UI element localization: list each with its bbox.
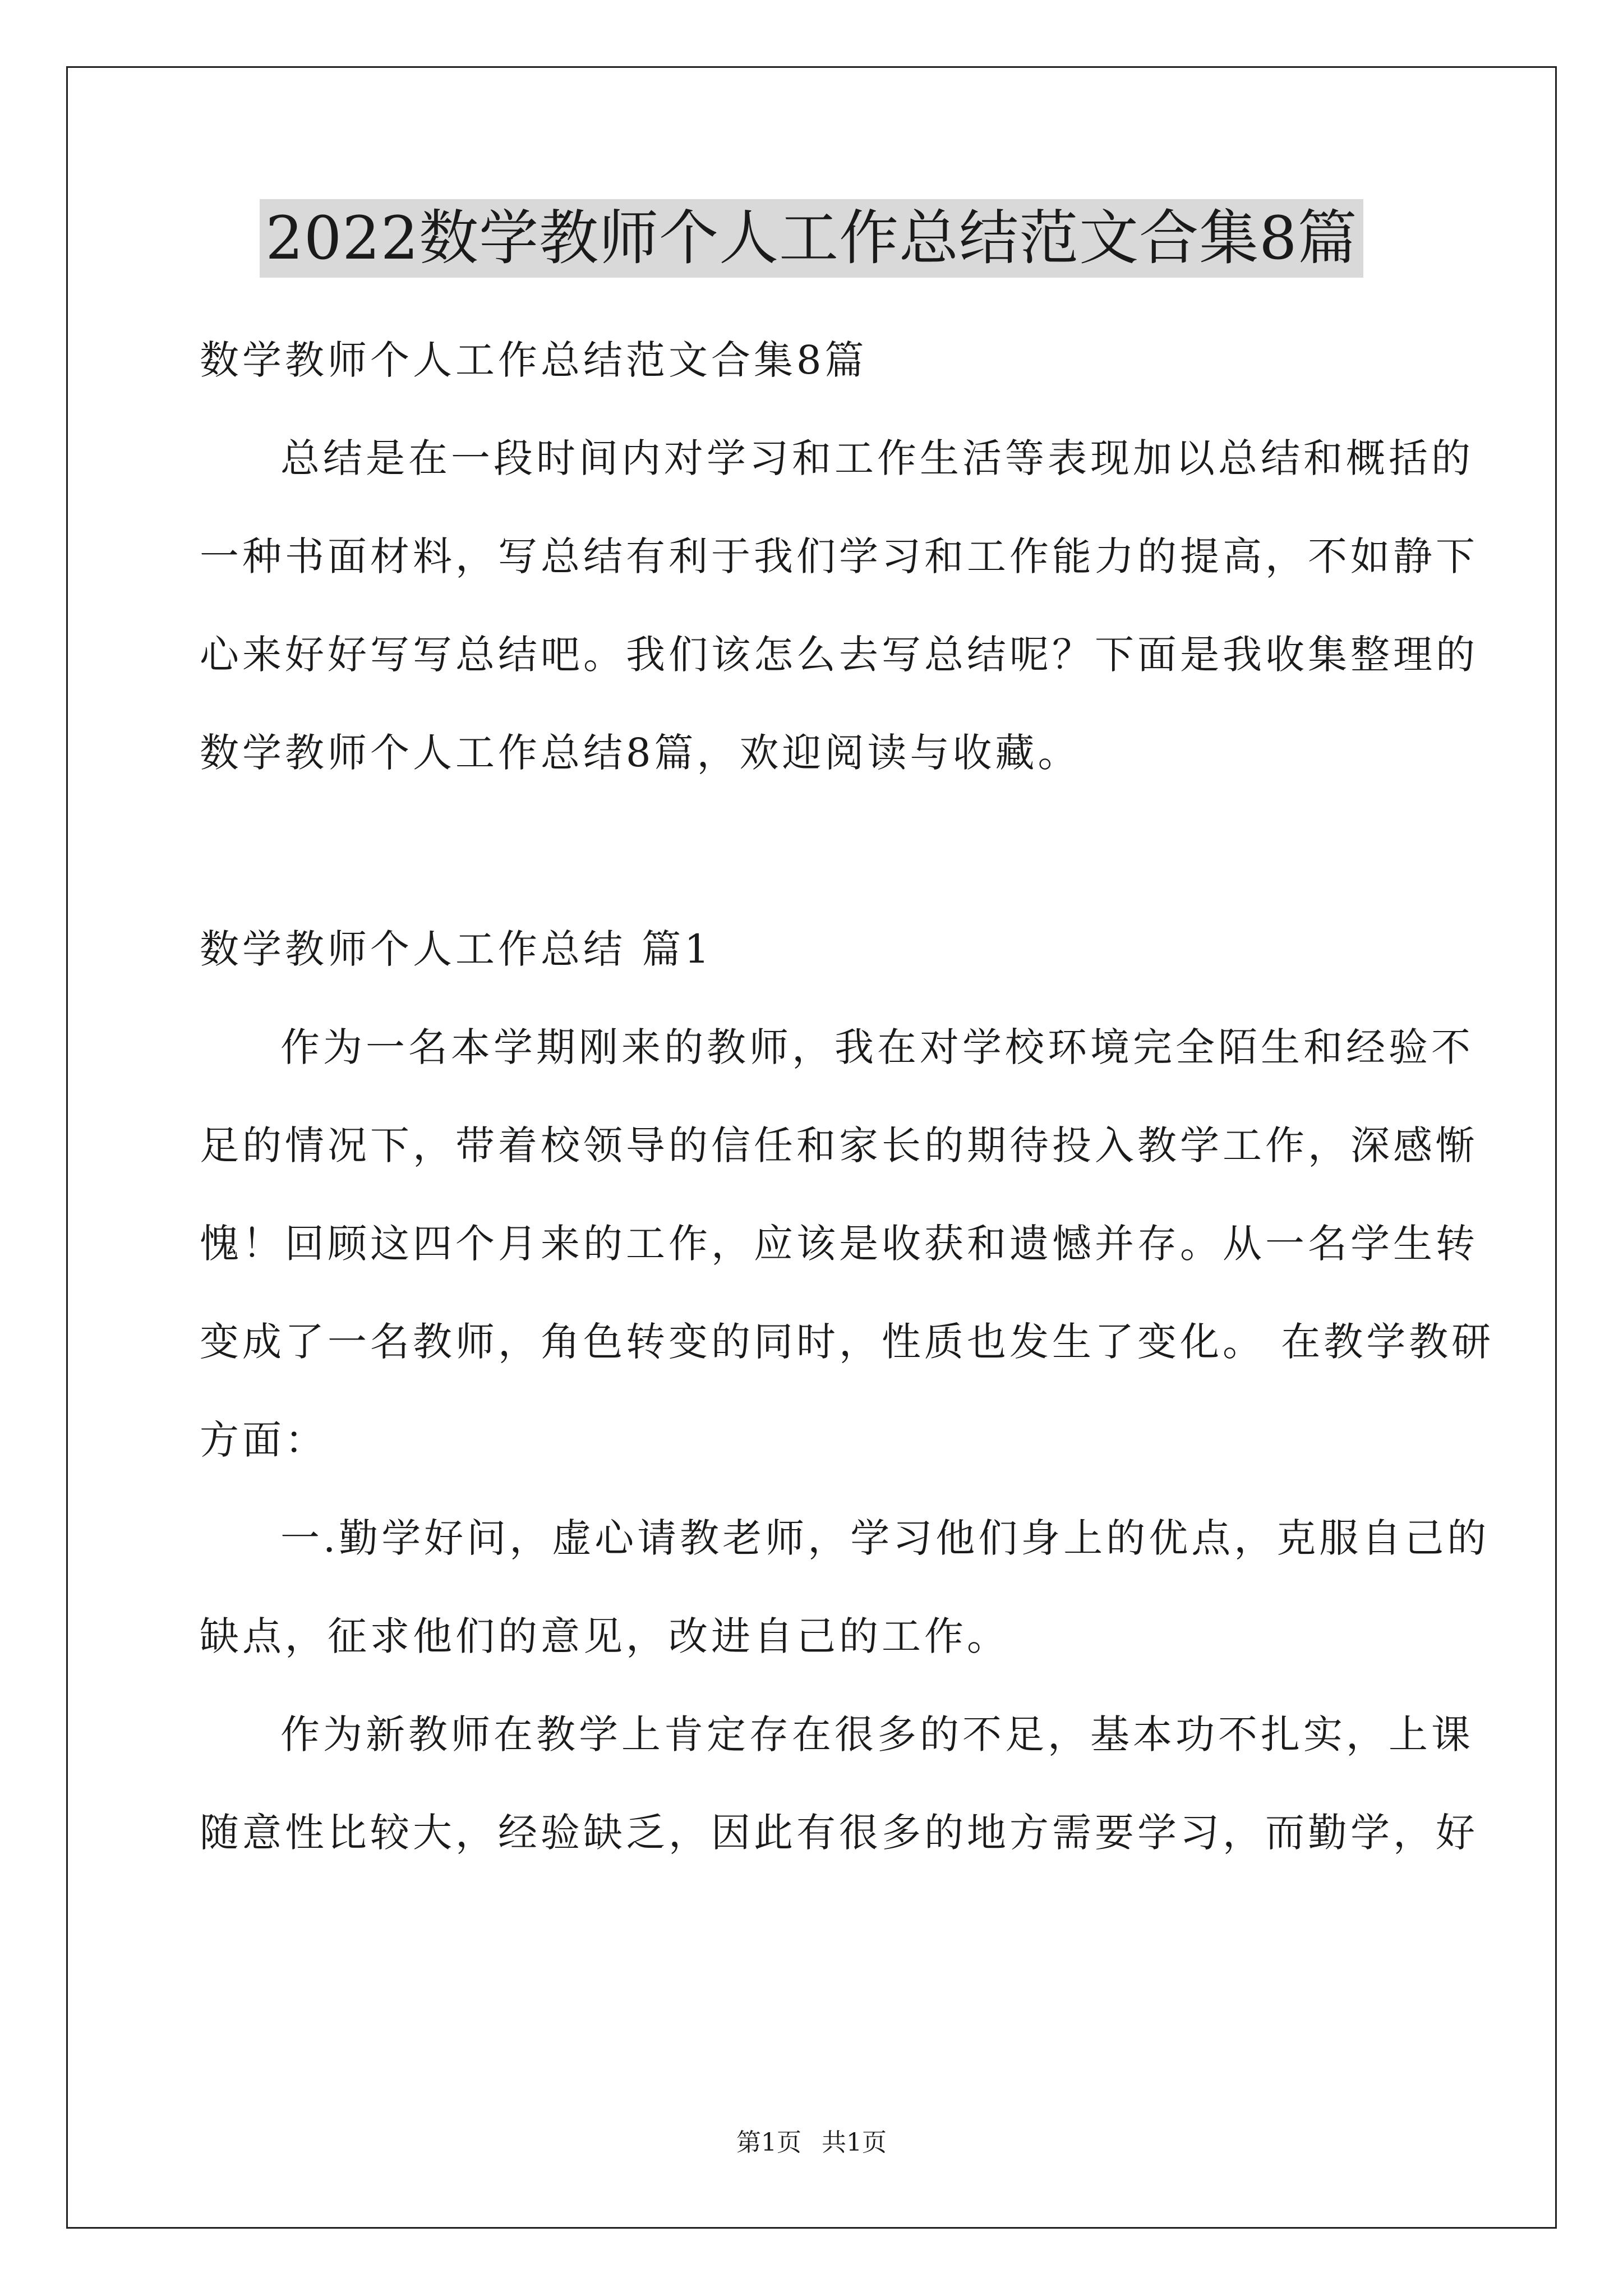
text-line: 心来好好写写总结吧。我们该怎么去写总结呢？下面是我收集整理的 [200, 632, 1478, 678]
title-container [0, 199, 1623, 278]
text-line: 足的情况下，带着校领导的信任和家长的期待投入教学工作，深感惭 [200, 1122, 1478, 1168]
text-line: 随意性比较大，经验缺乏，因此有很多的地方需要学习，而勤学，好 [200, 1810, 1478, 1856]
text-line: 变成了一名教师，角色转变的同时，性质也发生了变化。 在教学教研 [200, 1319, 1495, 1365]
document-body [200, 311, 1495, 1882]
text-line: 数学教师个人工作总结8篇，欢迎阅读与收藏。 [200, 730, 1081, 776]
text-line: 方面： [200, 1417, 328, 1463]
page-footer [0, 2126, 1623, 2160]
text-line: 作为新教师在教学上肯定存在很多的不足，基本功不扎实，上课 [280, 1711, 1474, 1757]
text-line: 一种书面材料，写总结有利于我们学习和工作能力的提高，不如静下 [200, 533, 1478, 579]
text-line: 作为一名本学期刚来的教师，我在对学校环境完全陌生和经验不 [280, 1024, 1474, 1070]
page-total: 共1页 [822, 2128, 887, 2157]
text-line: 愧！回顾这四个月来的工作，应该是收获和遗憾并存。从一名学生转 [200, 1221, 1478, 1267]
text-line: 数学教师个人工作总结 篇1 [200, 926, 713, 972]
text-line: 总结是在一段时间内对学习和工作生活等表现加以总结和概括的 [280, 435, 1474, 481]
blank-line [200, 802, 1433, 900]
document-title: 2022数学教师个人工作总结范文合集8篇 [260, 199, 1363, 278]
text-line: 数学教师个人工作总结范文合集8篇 [200, 337, 868, 383]
text-line: 一.勤学好问，虚心请教老师，学习他们身上的优点，克服自己的 [280, 1515, 1490, 1561]
text-line: 缺点，征求他们的意见，改进自己的工作。 [200, 1613, 1009, 1659]
page-number: 第1页 [736, 2128, 801, 2157]
